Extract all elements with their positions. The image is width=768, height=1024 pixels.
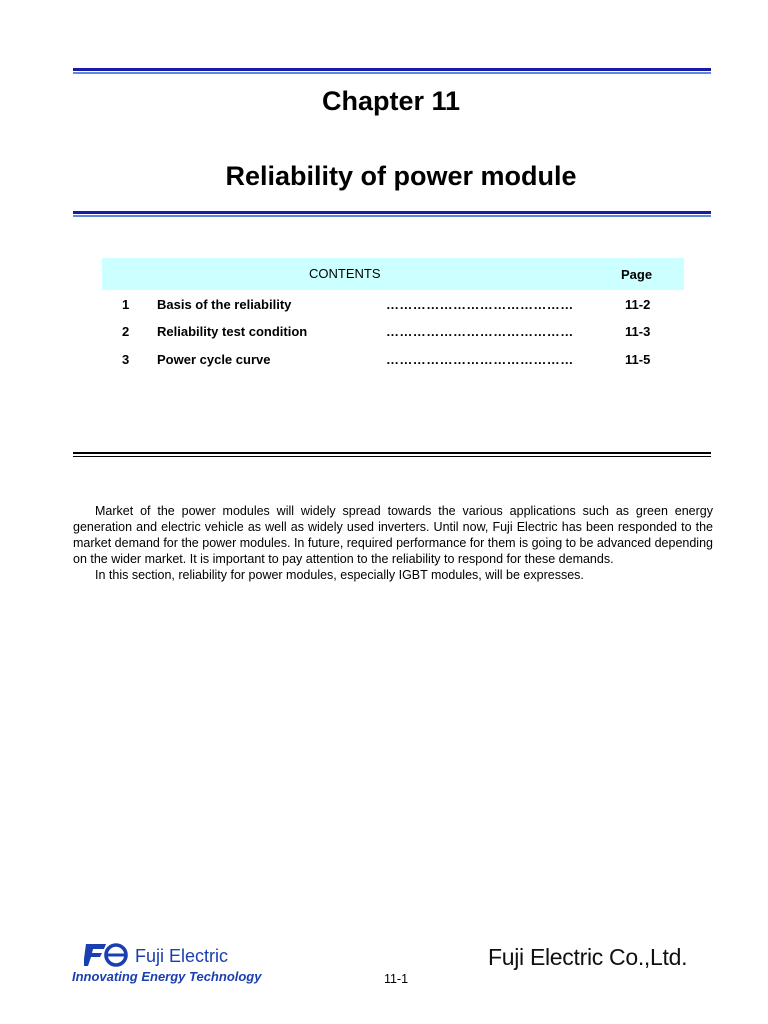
toc-name: Power cycle curve xyxy=(157,352,271,367)
contents-heading: CONTENTS xyxy=(309,266,381,281)
toc-page: 11-5 xyxy=(625,352,651,367)
chapter-title: Reliability of power module xyxy=(225,161,577,191)
toc-leader: …………………………………… xyxy=(386,297,574,312)
page-number: 11-1 xyxy=(383,972,409,986)
chapter-heading: Chapter 11 xyxy=(321,86,461,116)
intro-paragraph-2: In this section, reliability for power modules, especially IGBT modules, will be expresses. xyxy=(95,568,584,582)
toc-entry[interactable] xyxy=(102,297,684,315)
toc-number: 2 xyxy=(122,324,130,339)
contents-header-bar xyxy=(102,258,684,290)
toc-leader: …………………………………… xyxy=(386,352,574,367)
toc-entry[interactable] xyxy=(102,324,684,342)
brand-tagline: Innovating Energy Technology xyxy=(72,969,262,984)
intro-paragraph-1: Market of the power modules will widely spread towards the various applications such as green energy generation and electric vehicle as well as widely used inverters. Until now, Fuji Electric has been responded to the market demand for the power modules. In future, required performance for them is going to be advanced depending on the wider market. It is important to pay attention to the reliability to respond for these demands. xyxy=(73,504,713,566)
intro-text xyxy=(73,503,713,583)
toc-page: 11-2 xyxy=(625,297,651,312)
toc-leader: …………………………………… xyxy=(386,324,574,339)
section-divider-rule xyxy=(73,452,711,457)
toc-number: 1 xyxy=(122,297,130,312)
fe-logo-icon xyxy=(84,943,130,967)
top-double-rule xyxy=(73,68,711,74)
toc-number: 3 xyxy=(122,352,130,367)
title-bottom-rule xyxy=(73,211,711,217)
toc-name: Reliability test condition xyxy=(157,324,308,339)
toc-page: 11-3 xyxy=(625,324,651,339)
page-column-heading: Page xyxy=(621,267,653,282)
company-name: Fuji Electric Co.,Ltd. xyxy=(488,944,688,970)
toc-name: Basis of the reliability xyxy=(157,297,292,312)
brand-name: Fuji Electric xyxy=(135,946,229,966)
toc-entry[interactable] xyxy=(102,352,684,370)
